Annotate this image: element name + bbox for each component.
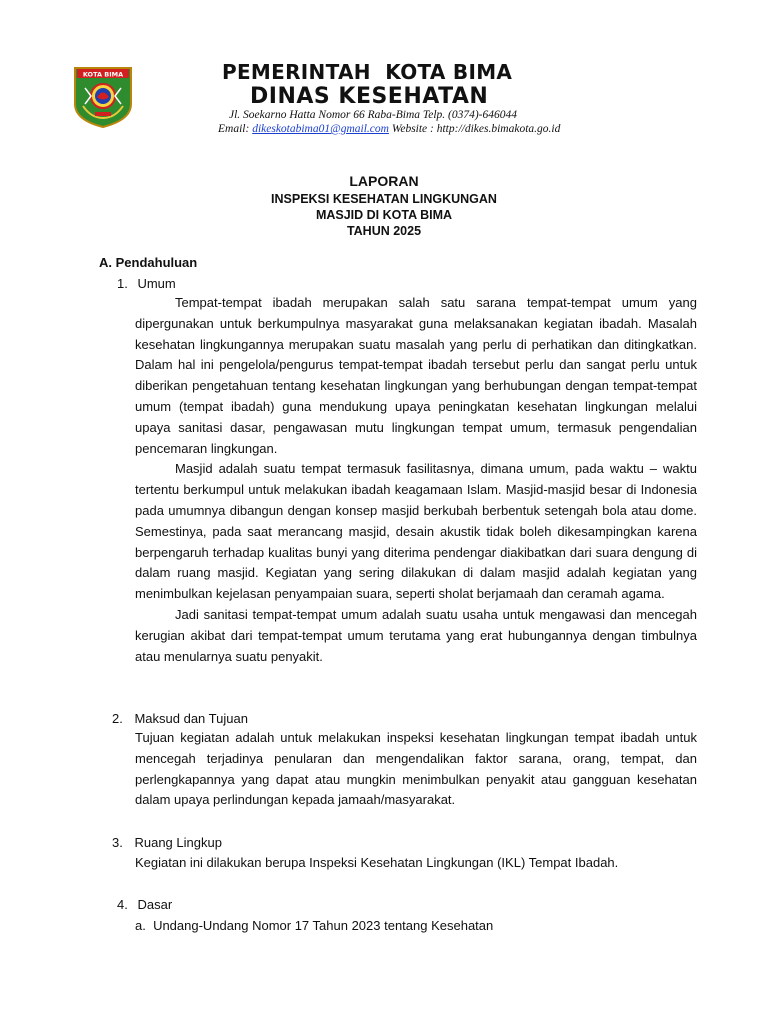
email-link[interactable]: dikeskotabima01@gmail.com [252, 123, 389, 135]
item-number: 1. [117, 276, 128, 291]
item-number: 4. [117, 897, 128, 912]
org-name-line2: DINAS KESEHATAN [250, 84, 489, 109]
item-title: Maksud dan Tujuan [134, 711, 248, 726]
org-contact [218, 123, 560, 135]
paragraph: Kegiatan ini dilakukan berupa Inspeksi Kesehatan Lingkungan (IKL) Tempat Ibadah. [135, 855, 619, 870]
item-number: 2. [112, 711, 123, 726]
report-subtitle-2: MASJID DI KOTA BIMA [315, 208, 453, 222]
report-subtitle-1: INSPEKSI KESEHATAN LINGKUNGAN [271, 192, 497, 206]
item-title: Dasar [137, 897, 173, 912]
paragraph: Masjid adalah suatu tempat termasuk fasilitasnya, dimana umum, pada waktu – waktu tertentu berkumpul untuk melakukan ibadah keagamaan Islam. Masjid-masjid besar di Indonesia pada umumnya dibangun dengan konsep masjid berkubah berbentuk setengah bola atau dome. Semestinya, pada saat merancang masjid, desain akustik tidak boleh dikesampingkan karena berpengaruh terhadap kualitas bunyi yang diterima pendengar diakibatkan dari suara dengung di dalam ruang masjid. Kegiatan yang sering dilakukan di dalam masjid adalah kegiatan yang menimbulkan kejelasan penyampaian suara, seperti sholat berjamaah dan ceramah agama. [135, 461, 697, 602]
paragraph: Tempat-tempat ibadah merupakan salah satu sarana tempat-tempat umum yang dipergunakan untuk berkumpulnya masyarakat guna melaksanakan kegiatan ibadah. Masalah kesehatan lingkungannya merupakan suatu masalah yang perlu di perhatikan dan ditingkatkan. Dalam hal ini pengelola/pengurus tempat-tempat ibadah tersebut perlu dan sangat perlu untuk diberikan pengetahuan tentang kesehatan lingkungan yang berhubungan dengan tempat-tempat umum (tempat ibadah) guna mendukung upaya peningkatan kesehatan lingkungan melalui upaya sanitasi dasar, pengawasan mutu lingkungan tempat umum, termasuk pengendalian pencemaran lingkungan. [135, 295, 697, 456]
svg-text:KOTA BIMA: KOTA BIMA [82, 70, 124, 79]
item-title: Ruang Lingkup [134, 835, 222, 850]
org-name-line1: PEMERINTAH KOTA BIMA [222, 60, 513, 84]
website-text: Website : http://dikes.bimakota.go.id [391, 123, 561, 135]
kota-bima-logo [73, 66, 133, 128]
section-heading: A. Pendahuluan [99, 255, 198, 270]
item-number: 3. [112, 835, 123, 850]
org-address: Jl. Soekarno Hatta Nomor 66 Raba-Bima Telp. (0374)-646044 [229, 109, 518, 121]
item-body-maksud [135, 728, 697, 811]
report-title: LAPORAN [349, 173, 419, 189]
item-heading-ruang-lingkup [112, 835, 222, 850]
item-heading-dasar [117, 897, 172, 912]
item-heading-umum [117, 276, 176, 291]
paragraph: Jadi sanitasi tempat-tempat umum adalah suatu usaha untuk mengawasi dan mencegah kerugian akibat dari tempat-tempat umum terutama yang erat hubungannya dengan timbulnya atau menularnya suatu penyakit. [135, 606, 697, 664]
email-label: Email: [218, 123, 250, 135]
dasar-subitem: a. Undang-Undang Nomor 17 Tahun 2023 tentang Kesehatan [135, 918, 494, 933]
paragraph: Tujuan kegiatan adalah untuk melakukan inspeksi kesehatan lingkungan tempat ibadah untuk mencegah terjadinya penularan dan mengendalikan faktor sarana, orang, tempat, dan perlengkapannya yang dapat atau mungkin menimbulkan penyakit atau gangguan kesehatan dalam upaya perlindungan kepada jamaah/masyarakat. [135, 730, 697, 808]
item-body-ruang-lingkup [135, 853, 697, 874]
item-title: Umum [137, 276, 176, 291]
report-subtitle-3: TAHUN 2025 [346, 224, 422, 238]
item-heading-maksud [112, 711, 248, 726]
item-body-umum [135, 293, 697, 667]
